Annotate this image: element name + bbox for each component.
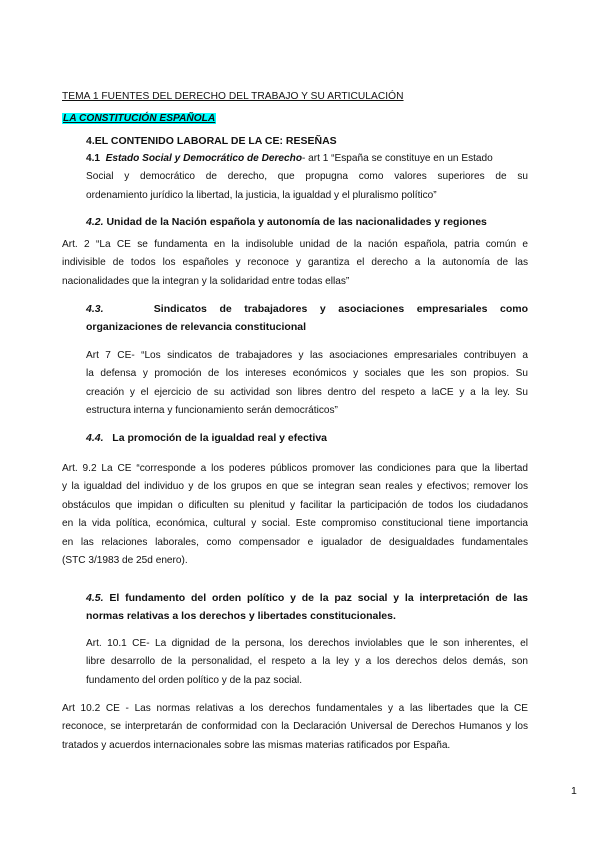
section-4-2-body [62, 236, 528, 291]
section-4-4-text-3: obstáculos que impidan o dificulten su plenitud y facilitar la participación de todos los ciudadanos [62, 499, 528, 511]
section-4-5-a-text-2: libre desarrollo de la personalidad, el respeto a la ley y a los derechos delos demás, son [86, 656, 528, 668]
section-4-4-text-4: en la vida política, económica, cultural y social. Este compromiso constitucional tiene importancia [62, 518, 528, 530]
section-4-3-number: 4.3. [86, 303, 104, 315]
section-4-2-heading [86, 216, 487, 228]
section-4-1-line-1 [86, 150, 528, 168]
section-4-2-title: Unidad de la Nación española y autonomía de las nacionalidades y regiones [106, 216, 487, 228]
section-4-5-body-a [86, 635, 528, 690]
section-4-2-number: 4.2. [86, 216, 104, 228]
section-4-4-text-6: (STC 3/1983 de 25d enero). [62, 555, 188, 567]
section-4-1-number: 4.1 [86, 153, 101, 164]
section-4-3-heading [86, 300, 528, 337]
section-4-4-text-1: Art. 9.2 La CE “corresponde a los poderes públicos promover las condiciones para que la libertad [62, 463, 528, 474]
section-heading: 4.EL CONTENIDO LABORAL DE LA CE: RESEÑAS [86, 135, 337, 147]
highlighted-heading: LA CONSTITUCIÓN ESPAÑOLA [63, 113, 216, 124]
section-4-1-title: Estado Social y Democrático de Derecho [105, 153, 302, 164]
section-4-5-a-text-3: fundamento del orden político y de la paz social. [86, 674, 303, 686]
section-4-4-text-5: en las relaciones laborales, como compensador e igualador de desigualdades fundamentales [62, 536, 528, 548]
section-4-4-text-2: y la igualdad del individuo y de los grupos en que se integran sean reales y efectivos; remover los [62, 481, 528, 493]
section-4-3-title-line-2: organizaciones de relevancia constitucional [86, 321, 306, 334]
section-4-2-text-1: Art. 2 “La CE se fundamenta en la indisoluble unidad de la nación española, patria común e [62, 239, 528, 250]
section-4-4-title: La promoción de la igualdad real y efectiva [112, 432, 328, 444]
topic-title: TEMA 1 FUENTES DEL DERECHO DEL TRABAJO Y SU ARTICULACIÓN [62, 91, 404, 102]
section-4-5-number: 4.5. [86, 592, 104, 604]
section-4-3-title-line-1: 4.3. Sindicatos de trabajadores y asociaciones empresariales como [86, 303, 529, 315]
section-4-2-text-2: indivisible de todos los españoles y reconoce y garantiza el derecho a la autonomía de las [62, 257, 528, 269]
section-4-5-b-text-1: Art 10.2 CE - Las normas relativas a los derechos fundamentales y a las libertades que la CE [62, 703, 528, 714]
section-4-1 [86, 150, 528, 205]
section-4-2-text-3: nacionalidades que la integran y la solidaridad entre todas ellas” [62, 275, 350, 287]
section-4-3-text-2: la defensa y promoción de los intereses económicos y sociales que les son propios. Su [86, 368, 528, 380]
section-4-3-text-4: estructura interna y funcionamiento serán democráticos” [86, 405, 338, 417]
section-4-1-text-1: - art 1 “España se constituye en un Estado [302, 153, 493, 164]
section-4-5-title-line-2: normas relativas a los derechos y libertades constitucionales. [86, 610, 396, 623]
section-4-4-body [62, 460, 528, 570]
section-4-3-text-1: Art 7 CE- “Los sindicatos de trabajadores y las asociaciones empresariales contribuyen a [86, 350, 528, 361]
page-number: 1 [571, 785, 577, 797]
section-4-3-body [86, 347, 528, 421]
section-4-5-a-text-1: Art. 10.1 CE- La dignidad de la persona, los derechos inviolables que le son inherentes, el [86, 638, 528, 649]
section-4-5-body-b [62, 700, 528, 755]
section-4-3-text-3: creación y el ejercicio de su actividad son libres dentro del respeto a laCE y a la ley. Su [86, 386, 528, 398]
section-4-5-b-text-3: tratados y acuerdos internacionales sobre las mismas materias ratificados por España. [62, 739, 451, 751]
section-4-1-text-2: Social y democrático de derecho, que propugna como valores superiores de su [86, 171, 528, 183]
section-4-5-title-line-1: 4.5. El fundamento del orden político y de la paz social y la interpretación de las [86, 592, 529, 604]
section-4-4-heading [86, 432, 327, 444]
section-4-4-number: 4.4. [86, 432, 104, 444]
section-4-5-heading [86, 589, 528, 626]
section-4-5-b-text-2: reconoce, se interpretarán de conformidad con la Declaración Universal de Derechos Humanos y los [62, 721, 528, 733]
section-4-1-text-3: ordenamiento jurídico la libertad, la justicia, la igualdad y el pluralismo político” [86, 189, 437, 201]
